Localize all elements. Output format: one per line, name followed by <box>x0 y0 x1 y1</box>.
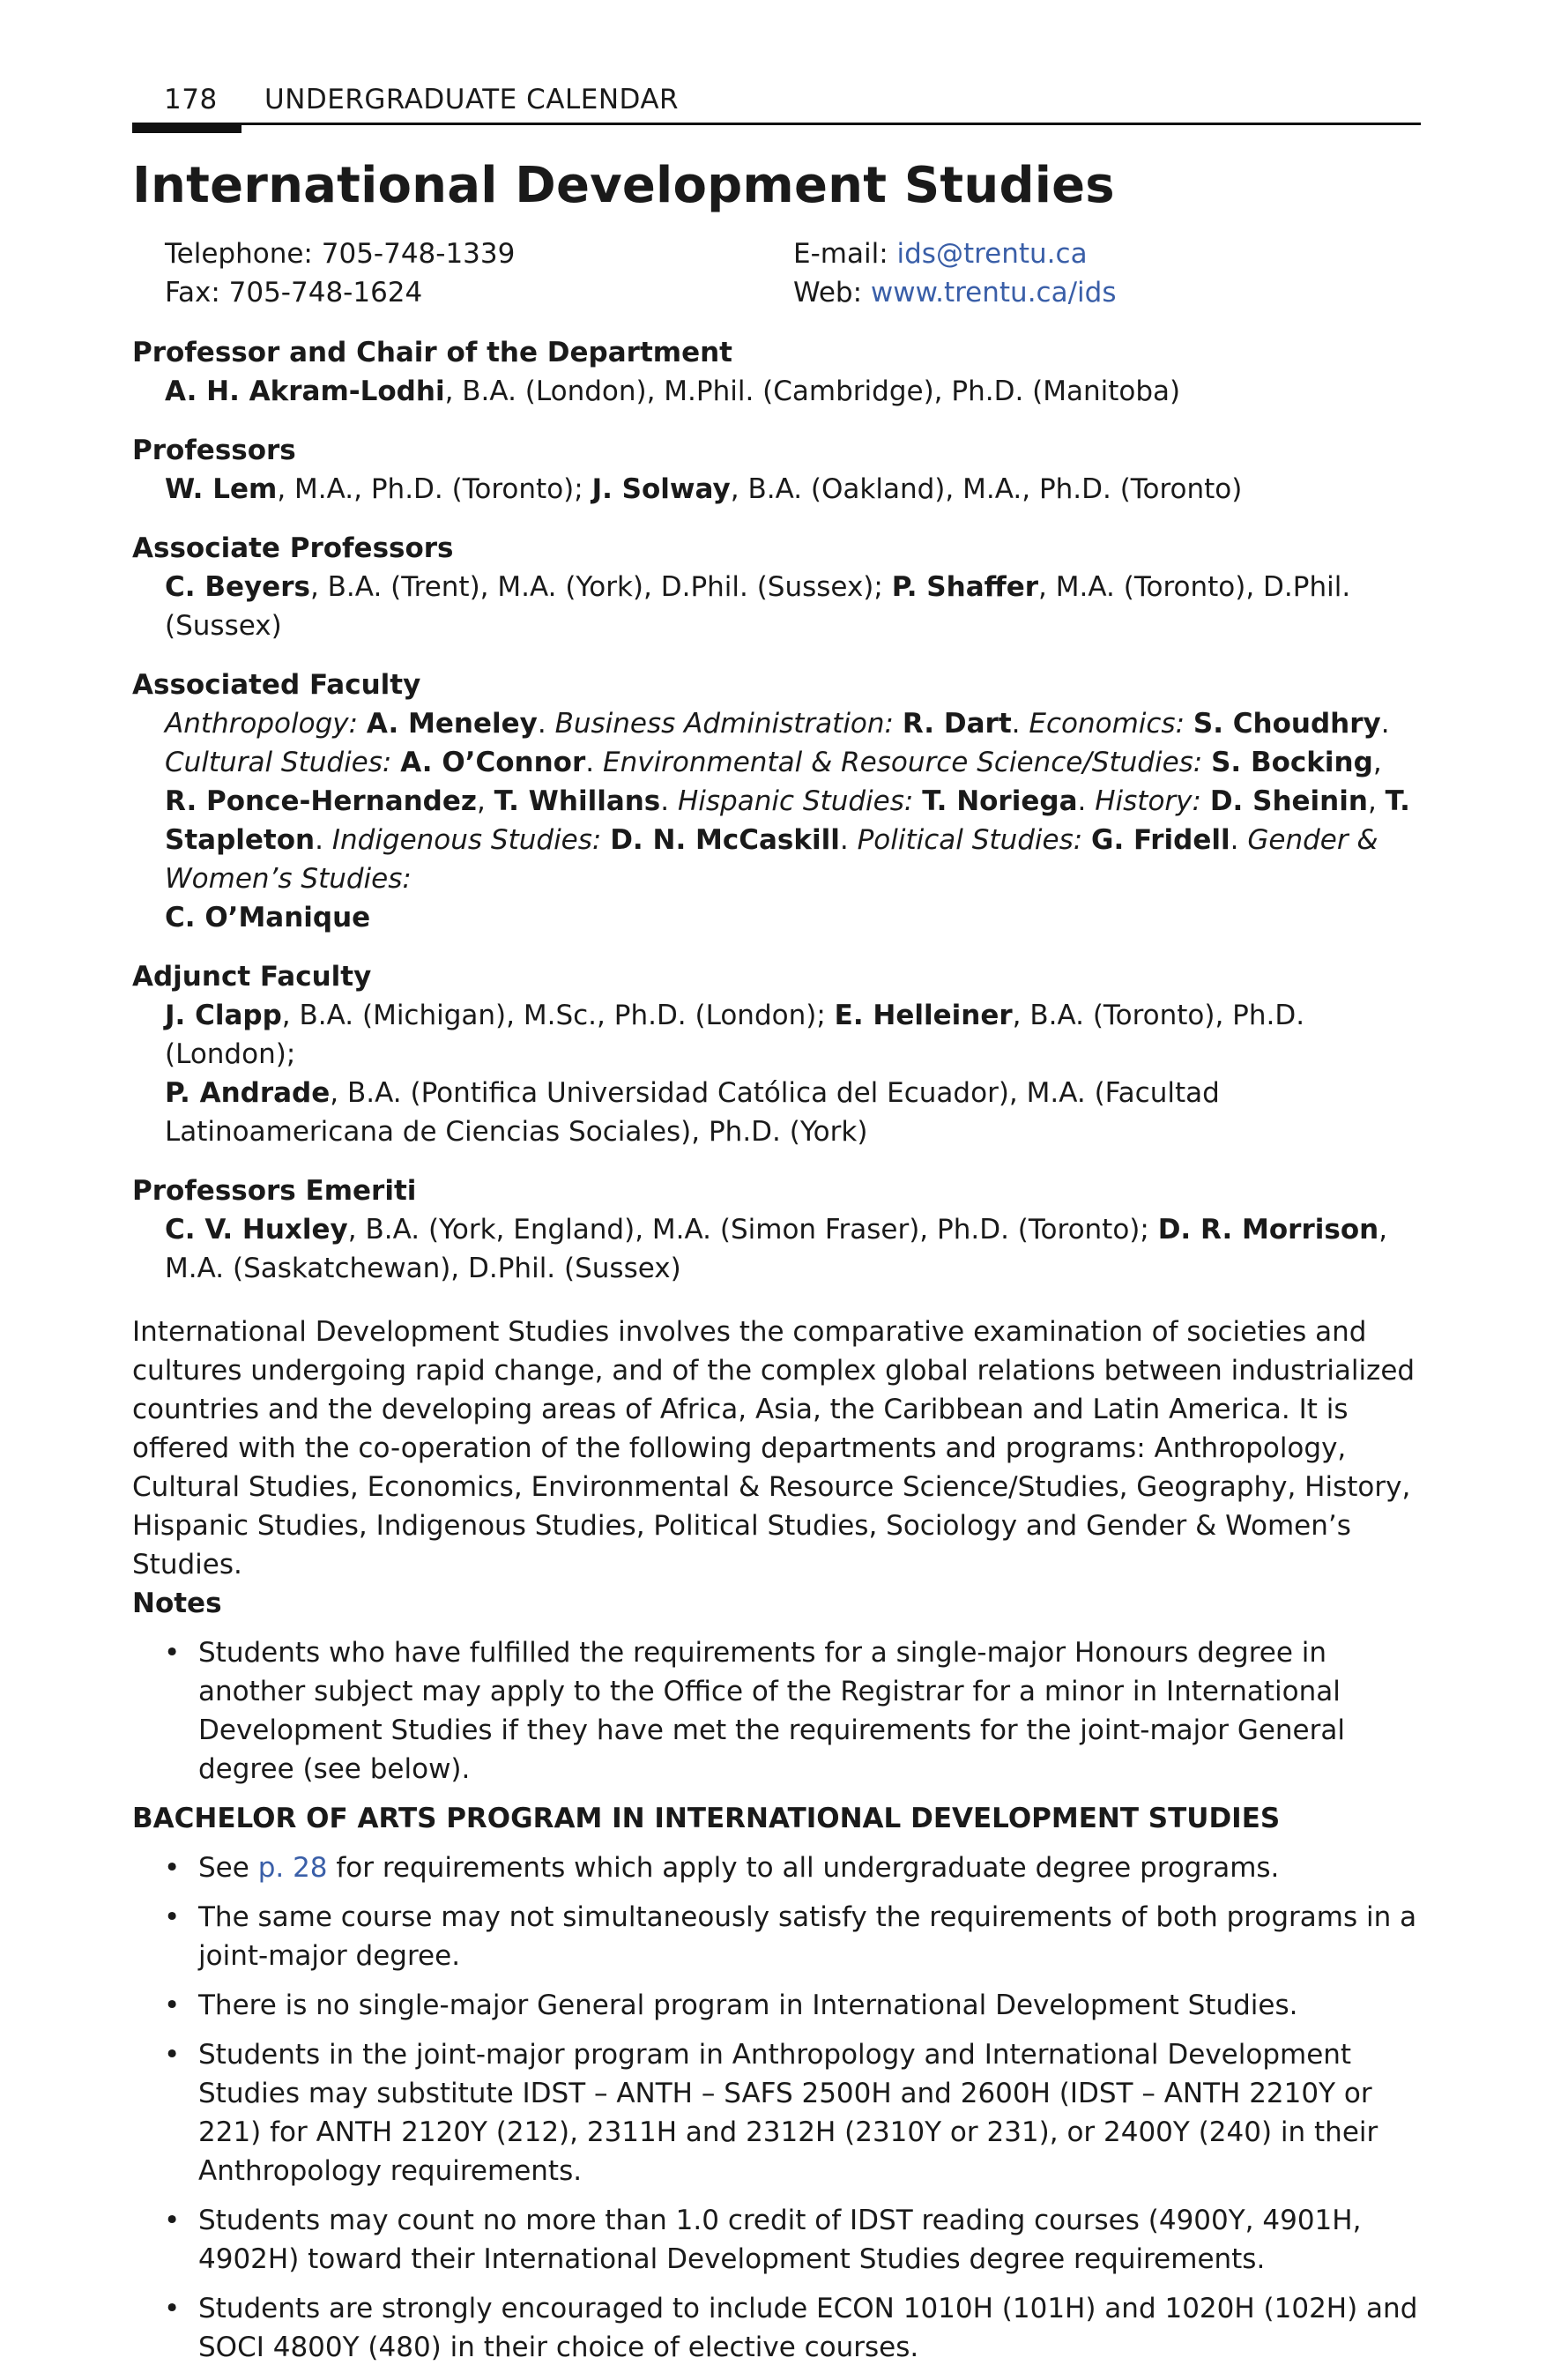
fax-line: Fax: 705-748-1624 <box>165 277 423 309</box>
email-link[interactable]: ids@trentu.ca <box>896 238 1088 270</box>
emeriti-heading: Professors Emeriti <box>132 1175 417 1207</box>
adjunct-faculty-heading: Adjunct Faculty <box>132 961 372 993</box>
chair-entry: A. H. Akram-Lodhi, B.A. (London), M.Phil. (Cambridge), Ph.D. (Manitoba) <box>165 376 1181 407</box>
web-link[interactable]: www.trentu.ca/ids <box>870 277 1117 309</box>
contact-email-web <box>793 234 1116 312</box>
telephone-line: Telephone: 705-748-1339 <box>165 238 516 270</box>
header-rule <box>132 123 1421 125</box>
list-item: • Students who have fulfilled the requirements for a single-major Honours degree in another subject may apply to the Office of the Registrar for a minor in International Development Studies if they have met the requirements for the joint-major General degree (see below). <box>132 1633 1421 1789</box>
professors-heading: Professors <box>132 435 296 466</box>
chair-heading: Professor and Chair of the Department <box>132 337 732 368</box>
professors-entry: W. Lem, M.A., Ph.D. (Toronto); J. Solway, B.A. (Oakland), M.A., Ph.D. (Toronto) <box>165 473 1243 505</box>
email-line: E-mail: ids@trentu.ca <box>793 238 1088 270</box>
notes-heading: Notes <box>132 1588 222 1619</box>
list-item: • Students are strongly encouraged to include ECON 1010H (101H) and 1020H (102H) and SOCI 4800Y (480) in their choice of elective courses. <box>132 2289 1421 2367</box>
intro-paragraph: International Development Studies involves the comparative examination of societies and cultures undergoing rapid change, and of the complex global relations between industrialized countries and the developing areas of Africa, Asia, the Caribbean and Latin America. It is offered with the co-operation of the following departments and programs: Anthropology, Cultural Studies, Economics, Environmental & Resource Science/Studies, Geography, History, Hispanic Studies, Indigenous Studies, Political Studies, Sociology and Gender & Women’s Studies. <box>132 1316 1416 1580</box>
page-number: 178 <box>164 84 218 115</box>
telephone-number: 705-748-1339 <box>321 238 516 270</box>
associated-faculty-entry: Anthropology: A. Meneley. Business Administration: R. Dart. Economics: S. Choudhry. Cultural Studies: A. O’Connor. Environmental & Resource Science/Studies: S. Bocking, R. Ponce-Hernandez, T. Whillans. Hispanic Studies: T. Noriega. History: D. Sheinin, T. Stapleton. Indigenous Studies: D. N. McCaskill. Political Studies: G. Fridell. Gender & Women’s Studies: C. O’Manique <box>165 708 1410 933</box>
running-head-section: UNDERGRADUATE CALENDAR <box>264 84 680 115</box>
notes-list <box>132 1633 1421 1789</box>
adjunct-faculty-entry: J. Clapp, B.A. (Michigan), M.Sc., Ph.D. (London); E. Helleiner, B.A. (Toronto), Ph.D. (London); P. Andrade, B.A. (Pontifica Universidad Católica del Ecuador), M.A. (Facultad Latinoamericana de Ciencias Sociales), Ph.D. (York) <box>165 1000 1305 1148</box>
associate-professors-heading: Associate Professors <box>132 532 454 564</box>
fax-number: 705-748-1624 <box>228 277 423 309</box>
associate-professors-entry: C. Beyers, B.A. (Trent), M.A. (York), D.Phil. (Sussex); P. Shaffer, M.A. (Toronto), D.Phil. (Sussex) <box>165 571 1351 642</box>
associated-faculty-heading: Associated Faculty <box>132 669 421 701</box>
list-item: • Students may count no more than 1.0 credit of IDST reading courses (4900Y, 4901H, 4902H) toward their International Development Studies degree requirements. <box>132 2201 1421 2279</box>
list-item: • There is no single-major General program in International Development Studies. <box>132 1986 1421 2025</box>
contact-phone-fax <box>165 234 515 312</box>
list-item: • Students in the joint-major program in Anthropology and International Development Studies may substitute IDST – ANTH – SAFS 2500H and 2600H (IDST – ANTH 2210Y or 221) for ANTH 2120Y (212), 2311H and 2312H (2310Y or 231), or 2400Y (240) in their Anthropology requirements. <box>132 2035 1421 2190</box>
header-rule-accent <box>132 123 241 133</box>
web-line: Web: www.trentu.ca/ids <box>793 277 1117 309</box>
bachelor-list <box>132 1848 1421 2367</box>
page-body <box>132 333 1421 2377</box>
page-reference-link[interactable]: p. 28 <box>257 1852 328 1884</box>
bachelor-heading: BACHELOR OF ARTS PROGRAM IN INTERNATIONAL DEVELOPMENT STUDIES <box>132 1803 1281 1834</box>
list-item: • The same course may not simultaneously satisfy the requirements of both programs in a joint-major degree. <box>132 1898 1421 1975</box>
list-item: • See p. 28 for requirements which apply to all undergraduate degree programs. <box>132 1848 1421 1887</box>
page-title: International Development Studies <box>132 157 1115 214</box>
emeriti-entry: C. V. Huxley, B.A. (York, England), M.A. (Simon Fraser), Ph.D. (Toronto); D. R. Morrison, M.A. (Saskatchewan), D.Phil. (Sussex) <box>165 1214 1388 1284</box>
